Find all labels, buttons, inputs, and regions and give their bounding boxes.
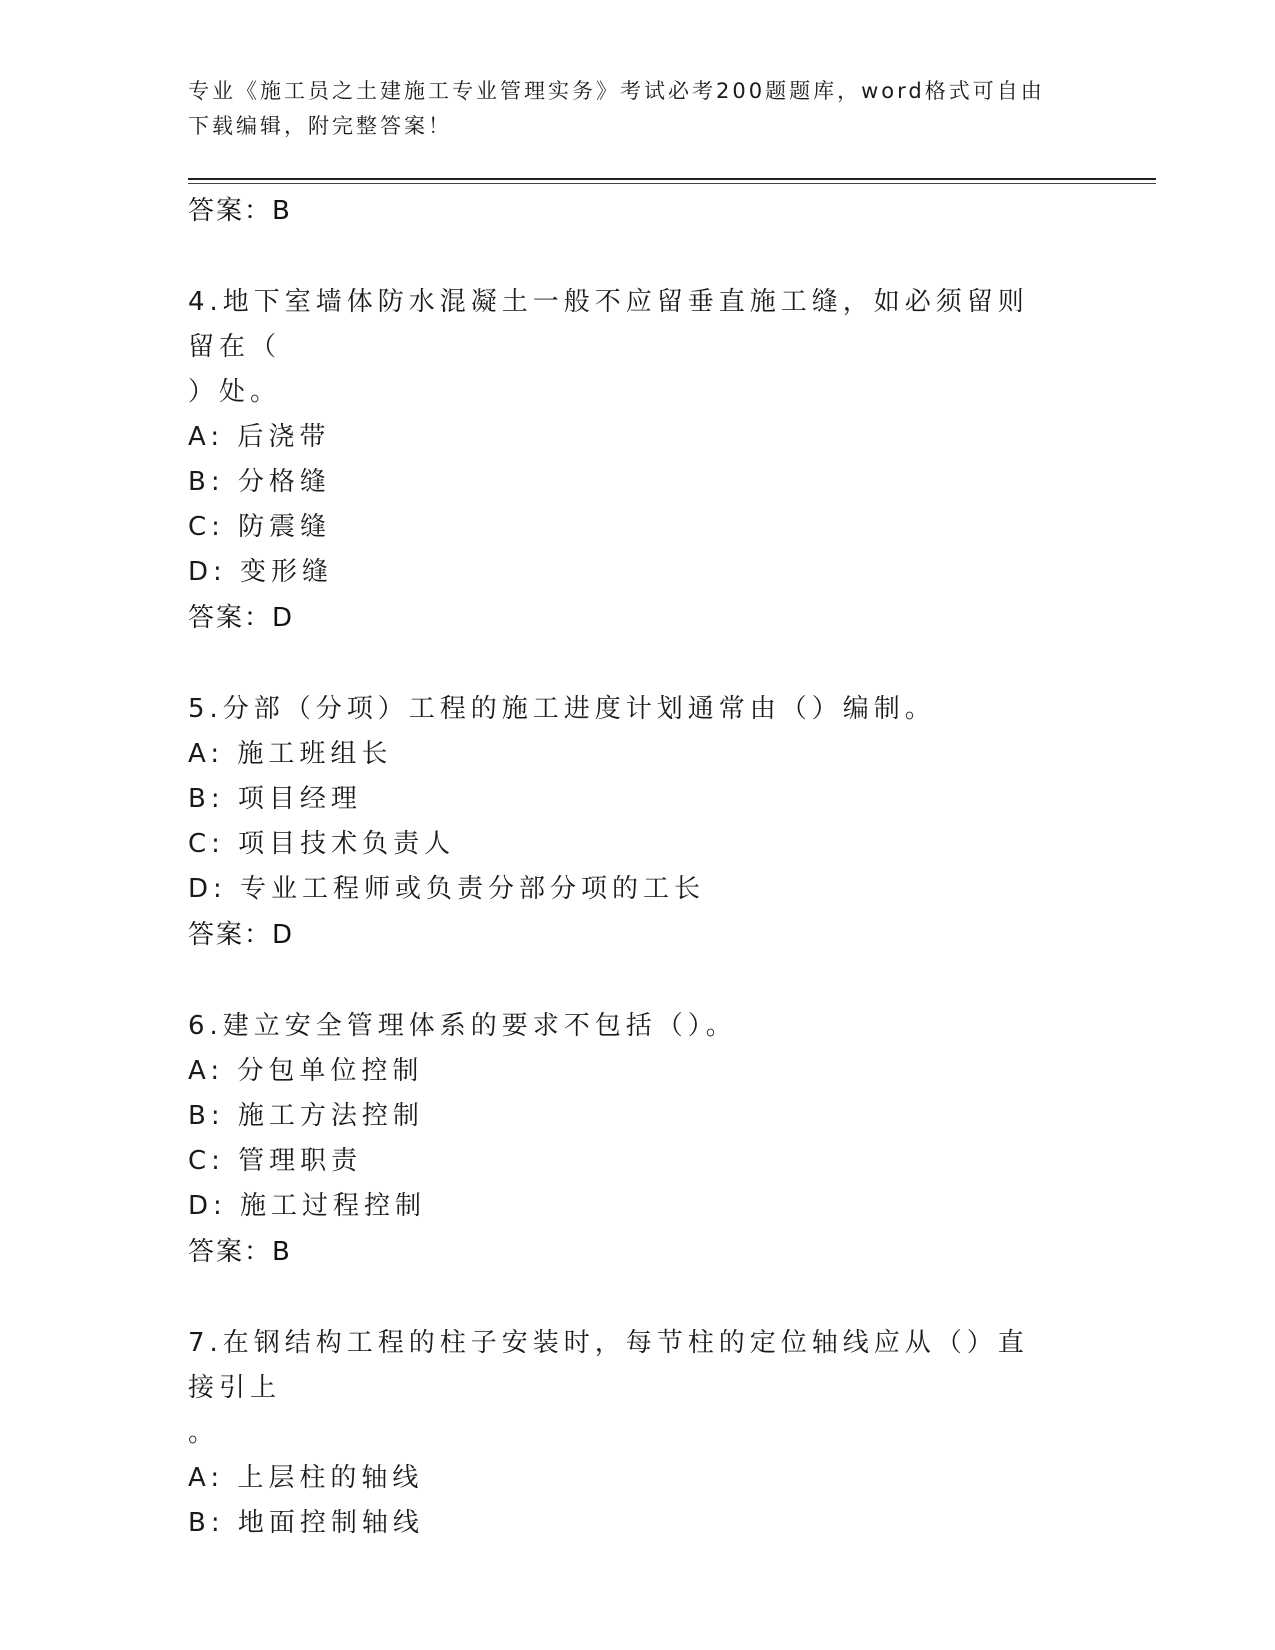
question-7-text-line-1: 7.在钢结构工程的柱子安装时，每节柱的定位轴线应从（）直接引上 — [188, 1328, 1029, 1403]
question-7-option-b: B: 地面控制轴线 — [188, 1508, 424, 1538]
question-4-answer: 答案：D — [188, 603, 295, 633]
header-line-2: 下载编辑，附完整答案！ — [188, 114, 452, 138]
question-6-option-d: D: 施工过程控制 — [188, 1191, 427, 1221]
question-6-answer: 答案：B — [188, 1237, 292, 1267]
question-6-text-line-1: 6.建立安全管理体系的要求不包括（）。 — [188, 1011, 737, 1041]
header-divider-thick — [188, 178, 1156, 180]
question-6-option-b: B: 施工方法控制 — [188, 1101, 424, 1131]
previous-answer: 答案：B — [188, 196, 292, 226]
question-4 — [188, 280, 1088, 641]
question-5-option-a: A: 施工班组长 — [188, 739, 393, 769]
question-list — [188, 188, 1088, 1546]
question-6-option-a: A: 分包单位控制 — [188, 1056, 424, 1086]
question-5 — [188, 687, 1088, 958]
question-4-option-a: A: 后浇带 — [188, 422, 331, 452]
question-4-option-c: C: 防震缝 — [188, 512, 332, 542]
header-divider-thin — [188, 183, 1156, 184]
question-6-option-c: C: 管理职责 — [188, 1146, 363, 1176]
question-7 — [188, 1321, 1088, 1546]
question-5-answer: 答案：D — [188, 920, 295, 950]
document-header — [188, 74, 1068, 144]
question-7-text-line-2: 。 — [188, 1418, 220, 1448]
question-4-option-b: B: 分格缝 — [188, 467, 331, 497]
question-4-option-d: D: 变形缝 — [188, 557, 334, 587]
question-5-option-c: C: 项目技术负责人 — [188, 829, 456, 859]
question-7-option-a: A: 上层柱的轴线 — [188, 1463, 424, 1493]
question-5-text-line-1: 5.分部（分项）工程的施工进度计划通常由（）编制。 — [188, 694, 936, 724]
question-6 — [188, 1004, 1088, 1275]
header-line-1: 专业《施工员之土建施工专业管理实务》考试必考200题题库，word格式可自由 — [188, 79, 1045, 103]
question-4-text-line-1: 4.地下室墙体防水混凝土一般不应留垂直施工缝，如必须留则留在（ — [188, 287, 1029, 362]
question-4-text-line-2: ）处。 — [188, 377, 282, 407]
question-5-option-b: B: 项目经理 — [188, 784, 362, 814]
question-5-option-d: D: 专业工程师或负责分部分项的工长 — [188, 874, 706, 904]
